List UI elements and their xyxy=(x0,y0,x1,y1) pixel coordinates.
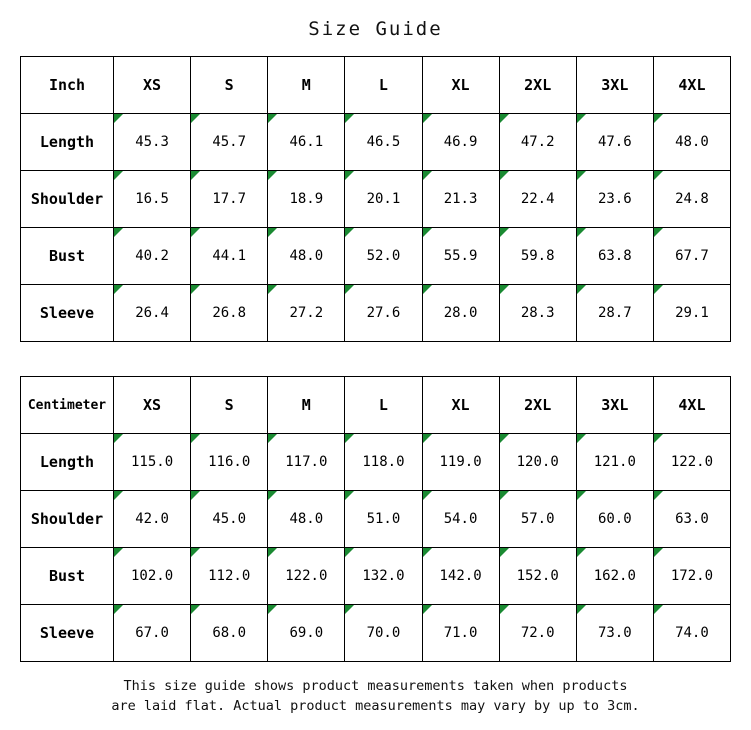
cell-value: 67.0 xyxy=(114,605,191,662)
cell-value: 47.6 xyxy=(576,114,653,171)
table-header-row xyxy=(21,377,731,434)
cell-value: 24.8 xyxy=(653,171,730,228)
footnote-line-2: are laid flat. Actual product measurements may vary by up to 3cm. xyxy=(111,698,640,714)
column-header-s: S xyxy=(191,57,268,114)
row-header-shoulder: Shoulder xyxy=(21,491,114,548)
unit-label-inch: Inch xyxy=(21,57,114,114)
row-header-sleeve: Sleeve xyxy=(21,605,114,662)
cell-value: 73.0 xyxy=(576,605,653,662)
cell-value: 28.3 xyxy=(499,285,576,342)
column-header-xs: XS xyxy=(114,377,191,434)
cell-value: 22.4 xyxy=(499,171,576,228)
cell-value: 117.0 xyxy=(268,434,345,491)
cell-value: 52.0 xyxy=(345,228,422,285)
row-header-length: Length xyxy=(21,114,114,171)
cell-value: 46.5 xyxy=(345,114,422,171)
cell-value: 23.6 xyxy=(576,171,653,228)
cell-value: 16.5 xyxy=(114,171,191,228)
cell-value: 119.0 xyxy=(422,434,499,491)
cell-value: 121.0 xyxy=(576,434,653,491)
cell-value: 51.0 xyxy=(345,491,422,548)
cell-value: 44.1 xyxy=(191,228,268,285)
cell-value: 48.0 xyxy=(268,228,345,285)
column-header-4xl: 4XL xyxy=(653,57,730,114)
cell-value: 142.0 xyxy=(422,548,499,605)
column-header-2xl: 2XL xyxy=(499,377,576,434)
row-header-shoulder: Shoulder xyxy=(21,171,114,228)
size-table-inch xyxy=(20,56,731,342)
cell-value: 63.8 xyxy=(576,228,653,285)
cell-value: 115.0 xyxy=(114,434,191,491)
column-header-4xl: 4XL xyxy=(653,377,730,434)
cell-value: 28.7 xyxy=(576,285,653,342)
column-header-xl: XL xyxy=(422,57,499,114)
cell-value: 74.0 xyxy=(653,605,730,662)
cell-value: 27.6 xyxy=(345,285,422,342)
table-row xyxy=(21,434,731,491)
size-table-centimeter xyxy=(20,376,731,662)
cell-value: 59.8 xyxy=(499,228,576,285)
table-row xyxy=(21,491,731,548)
cell-value: 26.4 xyxy=(114,285,191,342)
column-header-m: M xyxy=(268,377,345,434)
table-row xyxy=(21,548,731,605)
cell-value: 40.2 xyxy=(114,228,191,285)
column-header-3xl: 3XL xyxy=(576,57,653,114)
cell-value: 57.0 xyxy=(499,491,576,548)
cell-value: 68.0 xyxy=(191,605,268,662)
cell-value: 116.0 xyxy=(191,434,268,491)
column-header-l: L xyxy=(345,57,422,114)
table-row xyxy=(21,114,731,171)
cell-value: 162.0 xyxy=(576,548,653,605)
cell-value: 67.7 xyxy=(653,228,730,285)
row-header-sleeve: Sleeve xyxy=(21,285,114,342)
cell-value: 42.0 xyxy=(114,491,191,548)
unit-label-centimeter: Centimeter xyxy=(21,377,114,434)
cell-value: 45.7 xyxy=(191,114,268,171)
cell-value: 72.0 xyxy=(499,605,576,662)
page-title: Size Guide xyxy=(308,18,443,40)
column-header-xs: XS xyxy=(114,57,191,114)
cell-value: 71.0 xyxy=(422,605,499,662)
cell-value: 29.1 xyxy=(653,285,730,342)
cell-value: 46.1 xyxy=(268,114,345,171)
cell-value: 60.0 xyxy=(576,491,653,548)
footnote xyxy=(0,662,751,716)
cell-value: 122.0 xyxy=(653,434,730,491)
cell-value: 21.3 xyxy=(422,171,499,228)
cell-value: 17.7 xyxy=(191,171,268,228)
cell-value: 45.0 xyxy=(191,491,268,548)
footnote-line-1: This size guide shows product measurements taken when products xyxy=(123,678,628,694)
table-spacer xyxy=(0,342,751,376)
table-header-row xyxy=(21,57,731,114)
cell-value: 48.0 xyxy=(653,114,730,171)
table-row xyxy=(21,228,731,285)
column-header-s: S xyxy=(191,377,268,434)
cell-value: 26.8 xyxy=(191,285,268,342)
cell-value: 172.0 xyxy=(653,548,730,605)
cell-value: 152.0 xyxy=(499,548,576,605)
row-header-bust: Bust xyxy=(21,228,114,285)
cell-value: 122.0 xyxy=(268,548,345,605)
cell-value: 70.0 xyxy=(345,605,422,662)
cell-value: 18.9 xyxy=(268,171,345,228)
cell-value: 46.9 xyxy=(422,114,499,171)
row-header-bust: Bust xyxy=(21,548,114,605)
column-header-xl: XL xyxy=(422,377,499,434)
cell-value: 112.0 xyxy=(191,548,268,605)
cell-value: 47.2 xyxy=(499,114,576,171)
cell-value: 132.0 xyxy=(345,548,422,605)
cell-value: 27.2 xyxy=(268,285,345,342)
column-header-3xl: 3XL xyxy=(576,377,653,434)
table-row xyxy=(21,605,731,662)
column-header-l: L xyxy=(345,377,422,434)
cell-value: 69.0 xyxy=(268,605,345,662)
cell-value: 20.1 xyxy=(345,171,422,228)
column-header-2xl: 2XL xyxy=(499,57,576,114)
cell-value: 54.0 xyxy=(422,491,499,548)
cell-value: 48.0 xyxy=(268,491,345,548)
table-row xyxy=(21,171,731,228)
cell-value: 118.0 xyxy=(345,434,422,491)
table-row xyxy=(21,285,731,342)
column-header-m: M xyxy=(268,57,345,114)
cell-value: 55.9 xyxy=(422,228,499,285)
row-header-length: Length xyxy=(21,434,114,491)
cell-value: 45.3 xyxy=(114,114,191,171)
cell-value: 28.0 xyxy=(422,285,499,342)
cell-value: 102.0 xyxy=(114,548,191,605)
cell-value: 120.0 xyxy=(499,434,576,491)
cell-value: 63.0 xyxy=(653,491,730,548)
